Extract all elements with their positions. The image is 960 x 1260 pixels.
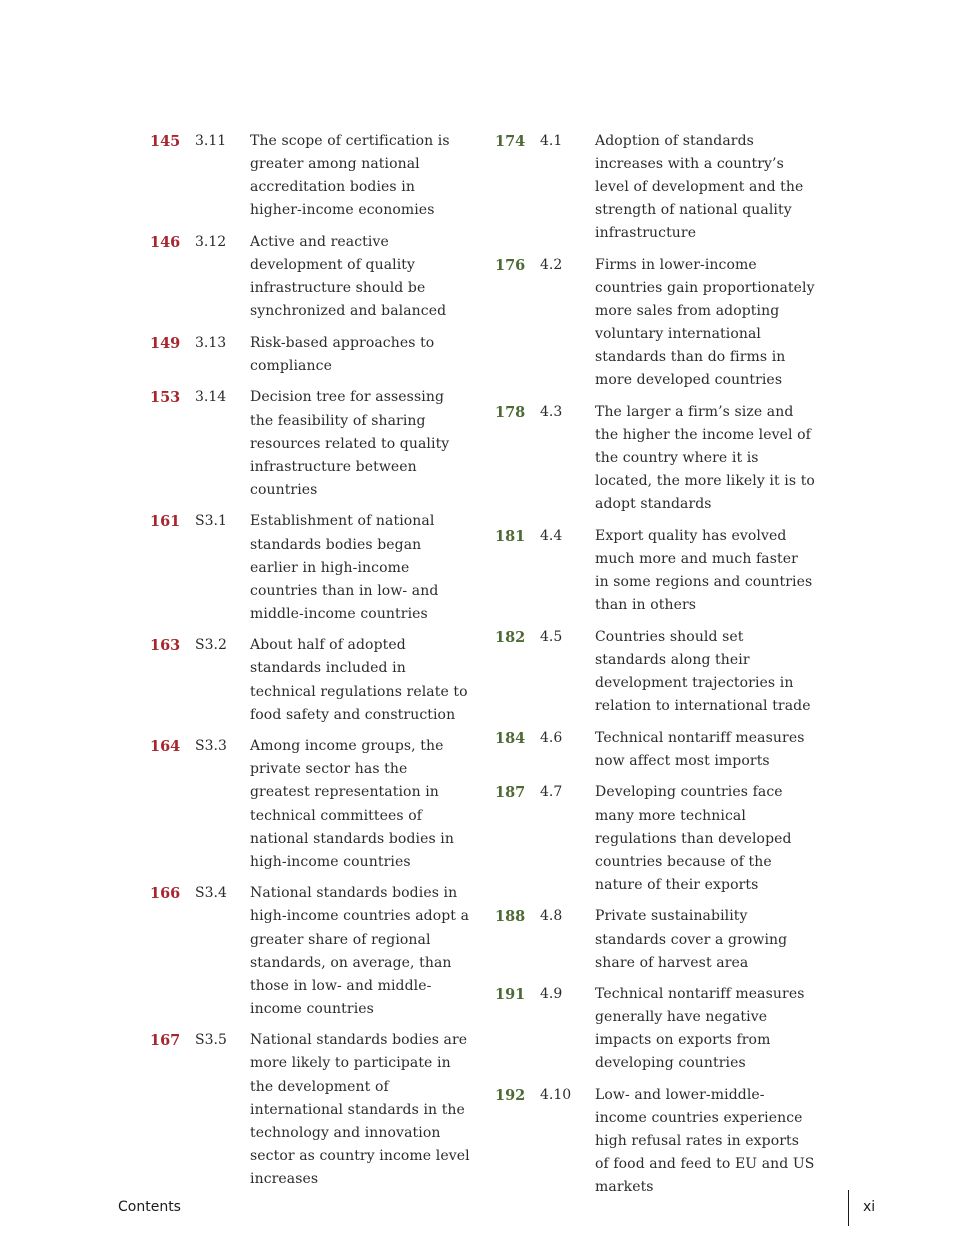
footer-page-number: xi: [863, 1199, 876, 1215]
toc-figure-number: 3.13: [195, 334, 227, 351]
toc-figure-title: National standards bodies are more likely to participate in the development of international standards in the technology and innovation sector as country income level increases: [250, 1032, 470, 1187]
toc-figure-title: Risk-based approaches to compliance: [250, 334, 435, 374]
toc-entry[interactable]: [495, 1084, 815, 1199]
toc-entry[interactable]: [150, 510, 470, 625]
toc-page-number: 146: [150, 233, 181, 251]
toc-entry[interactable]: [495, 781, 815, 896]
toc-figure-title: Adoption of standards increases with a country’s level of development and the strength of national quality infrastructure: [595, 133, 804, 242]
toc-entry[interactable]: [150, 386, 470, 501]
toc-figure-title: Technical nontariff measures now affect most imports: [595, 729, 805, 769]
toc-figure-number: 4.3: [540, 404, 563, 421]
footer-divider: [848, 1190, 849, 1226]
toc-figure-number: S3.4: [195, 885, 227, 902]
toc-figure-number: 3.11: [195, 133, 227, 149]
toc-figure-title: The scope of certification is greater among national accreditation bodies in higher-income economies: [250, 133, 450, 219]
toc-entry[interactable]: [495, 905, 815, 974]
toc-figure-title: Low- and lower-middle-income countries experience high refusal rates in exports of food and feed to EU and US markets: [595, 1087, 815, 1196]
toc-page-number: 153: [150, 389, 181, 407]
toc-figure-title: Countries should set standards along their development trajectories in relation to international trade: [595, 628, 811, 715]
toc-page-number: 149: [150, 334, 181, 352]
toc-figure-title: Developing countries face many more technical regulations than developed countries because of the nature of their exports: [595, 784, 792, 893]
toc-right-column: [495, 130, 815, 1208]
toc-entry[interactable]: [150, 882, 470, 1021]
toc-page-number: 181: [495, 528, 526, 545]
toc-page-number: 174: [495, 133, 526, 150]
toc-figure-number: S3.1: [195, 513, 227, 530]
toc-page-number: 176: [495, 256, 526, 274]
toc-page-number: 164: [150, 738, 181, 756]
toc-entry[interactable]: [150, 130, 470, 222]
toc-figure-title: The larger a firm’s size and the higher the income level of the country where it is located, the more likely it is to adopt standards: [595, 404, 815, 513]
toc-figure-title: Among income groups, the private sector has the greatest representation in technical committees of national standards bodies in high-income countries: [250, 738, 455, 870]
toc-figure-number: 3.12: [195, 233, 227, 250]
toc-entry[interactable]: [150, 1029, 470, 1191]
toc-page-number: 192: [495, 1087, 526, 1105]
toc-entry[interactable]: [150, 735, 470, 874]
toc-figure-number: 4.9: [540, 986, 563, 1003]
toc-page-number: 191: [495, 986, 526, 1004]
toc-figure-title: Export quality has evolved much more and much faster in some regions and countries than in others: [595, 528, 813, 614]
toc-page-number: 182: [495, 628, 526, 646]
toc-figure-title: Firms in lower-income countries gain proportionately more sales from adopting voluntary international standards than do firms in more developed countries: [595, 256, 815, 389]
toc-figure-title: National standards bodies in high-income countries adopt a greater share of regional standards, on average, than those in low- and middle-income countries: [250, 885, 470, 1017]
toc-figure-title: Technical nontariff measures generally have negative impacts on exports from developing countries: [595, 986, 805, 1072]
toc-entry[interactable]: [495, 525, 815, 617]
toc-figure-number: 4.6: [540, 729, 563, 746]
toc-entry[interactable]: [150, 332, 470, 378]
toc-entry[interactable]: [150, 634, 470, 726]
toc-figure-number: S3.5: [195, 1032, 227, 1049]
toc-entry[interactable]: [495, 254, 815, 393]
toc-entry[interactable]: [495, 130, 815, 245]
toc-entry[interactable]: [495, 401, 815, 516]
toc-page-number: 163: [150, 637, 181, 655]
toc-page-number: 178: [495, 404, 526, 422]
toc-figure-title: Decision tree for assessing the feasibility of sharing resources related to quality infrastructure between countries: [250, 389, 450, 498]
toc-figure-number: 4.4: [540, 528, 563, 544]
toc-page-number: 167: [150, 1032, 181, 1050]
toc-entry[interactable]: [150, 231, 470, 323]
toc-figure-title: Active and reactive development of quality infrastructure should be synchronized and balanced: [250, 233, 447, 320]
toc-figure-number: 4.2: [540, 256, 563, 273]
toc-figure-number: 4.10: [540, 1087, 572, 1104]
toc-entry[interactable]: [495, 727, 815, 773]
toc-page-number: 188: [495, 908, 526, 926]
toc-page-number: 184: [495, 729, 526, 747]
toc-figure-number: 4.1: [540, 133, 563, 149]
toc-figure-number: 4.5: [540, 628, 563, 645]
toc-page-number: 145: [150, 133, 181, 150]
toc-figure-number: S3.2: [195, 637, 227, 654]
toc-page-number: 187: [495, 784, 526, 802]
toc-page-number: 166: [150, 885, 181, 903]
toc-figure-title: About half of adopted standards included in technical regulations relate to food safety and construction: [250, 637, 468, 723]
toc-figure-title: Private sustainability standards cover a growing share of harvest area: [595, 908, 788, 971]
toc-figure-number: S3.3: [195, 738, 227, 755]
toc-figure-number: 3.14: [195, 389, 227, 406]
toc-figure-title: Establishment of national standards bodies began earlier in high-income countries than in low- and middle-income countries: [250, 513, 439, 622]
toc-figure-number: 4.8: [540, 908, 563, 925]
toc-entry[interactable]: [495, 626, 815, 718]
toc-figure-number: 4.7: [540, 784, 563, 801]
toc-left-column: [150, 130, 470, 1200]
toc-entry[interactable]: [495, 983, 815, 1075]
toc-page-number: 161: [150, 513, 181, 531]
footer-section-label: Contents: [118, 1199, 181, 1215]
